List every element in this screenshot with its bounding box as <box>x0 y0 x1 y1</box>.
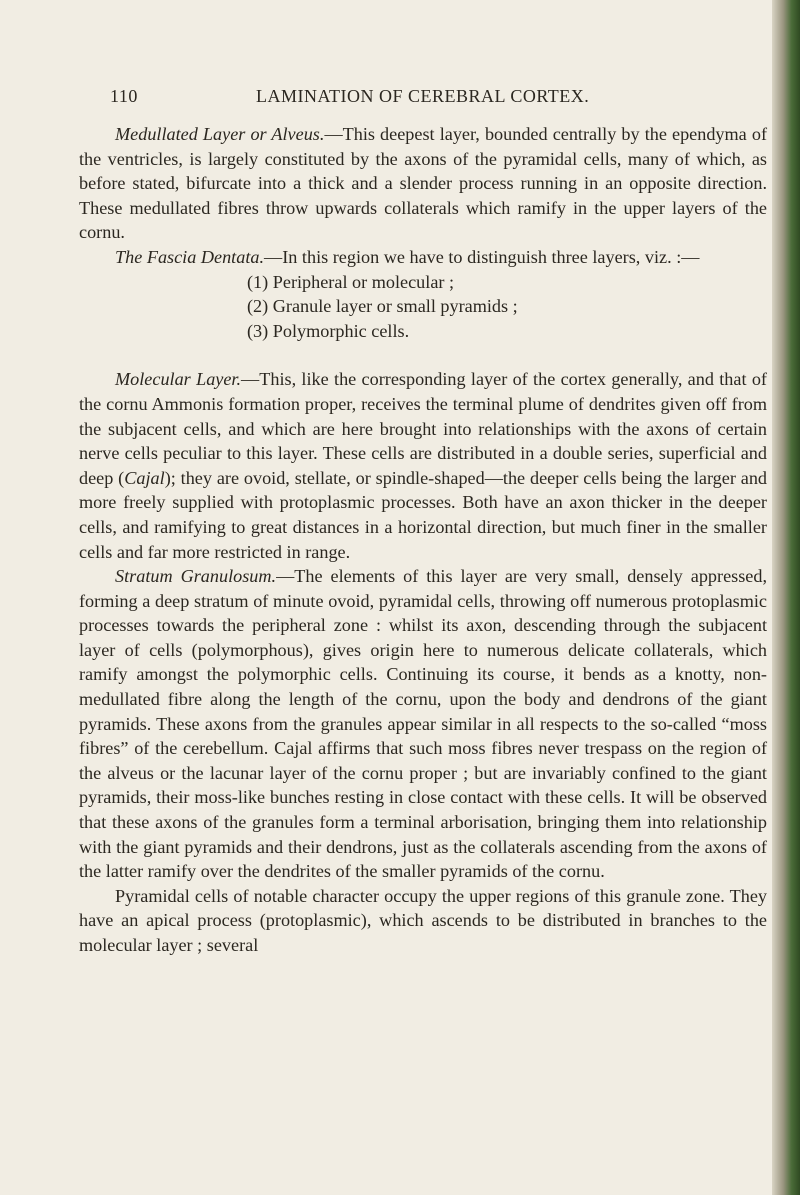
page-number: 110 <box>110 86 138 106</box>
text-molecular-b: ); they are ovoid, stellate, or spindle-shaped—the deeper cells being the larger and more freely supplied with protoplasmic processes. Both have an axon thicker in the deeper cells, and ramifying to great distances in a horizontal direction, but much finer in the smaller cells and far more restricted in range. <box>79 467 768 562</box>
list-item-1: (1) Peripheral or molecular ; <box>247 271 455 292</box>
paragraph-molecular <box>79 367 767 564</box>
text-fascia: —In this region we have to distinguish three layers, viz. :— <box>264 246 700 267</box>
heading-medullated: Medullated Layer or Alveus. <box>115 124 325 144</box>
cajal-ref: Cajal <box>124 467 165 488</box>
list-item-2: (2) Granule layer or small pyramids ; <box>247 296 518 317</box>
heading-molecular: Molecular Layer. <box>115 369 242 390</box>
heading-stratum: Stratum Granulosum. <box>115 566 277 587</box>
heading-fascia: The Fascia Dentata. <box>115 246 265 267</box>
text-stratum: —The elements of this layer are very small, densely appressed, forming a deep stratum of minute ovoid, pyramidal cells, throwing off numerous protoplasmic processes towards the peripheral zone : whilst its axon, descending through the subjacent layer of cells (polymorphous), gives origin here to numerous delicate collaterals, which ramify amongst the polymorphic cells. Continuing its course, it bends as a knotty, non-medullated fibre along the length of the cornu, upon the body and dendrons of the giant pyramids. These axons from the granules appear similar in all respects to the so-called “moss fibres” of the cerebellum. Cajal affirms that such moss fibres never trespass on the region of the alveus or the lacunar layer of the cornu proper ; but are invariably confined to the giant pyramids, their moss-like bunches resting in close contact with these cells. It will be observed that these axons of the granules form a terminal arborisation, bringing them into relationship with the giant pyramids and their dendrons, just as the collaterals ascending from the axons of the latter ramify over the dendrites of the smaller pyramids of the cornu. <box>79 566 768 882</box>
text-pyramidal: Pyramidal cells of notable character occupy the upper regions of this granule zone. They have an apical process (protoplasmic), which ascends to be distributed in branches to the molecular layer ; several <box>79 885 767 955</box>
body-text <box>79 122 767 958</box>
page-edge <box>772 0 800 1195</box>
section-gap <box>79 343 767 367</box>
paragraph-pyramidal <box>79 884 767 958</box>
paragraph-medullated <box>79 122 767 245</box>
text-molecular-a: —This, like the corresponding layer of the cortex generally, and that of the cornu Ammonis formation proper, receives the terminal plume of dendrites given off from the subjacent cells, and which are here brought into relationships with the axons of certain nerve cells peculiar to this layer. These cells are distributed in a double series, superficial and deep ( <box>79 369 767 488</box>
paragraph-stratum <box>79 564 767 884</box>
text-medullated: —This deepest layer, bounded centrally by the ependyma of the ventricles, is largely constituted by the axons of the pyramidal cells, many of which, as before stated, bifurcate into a thick and a slender process running in an opposite direction. These medullated fibres throw upwards collaterals which ramify in the upper layers of the cornu. <box>79 124 767 243</box>
list-item-3: (3) Polymorphic cells. <box>247 320 410 341</box>
paragraph-fascia <box>79 245 767 270</box>
running-title: LAMINATION OF CEREBRAL CORTEX. <box>256 86 590 106</box>
